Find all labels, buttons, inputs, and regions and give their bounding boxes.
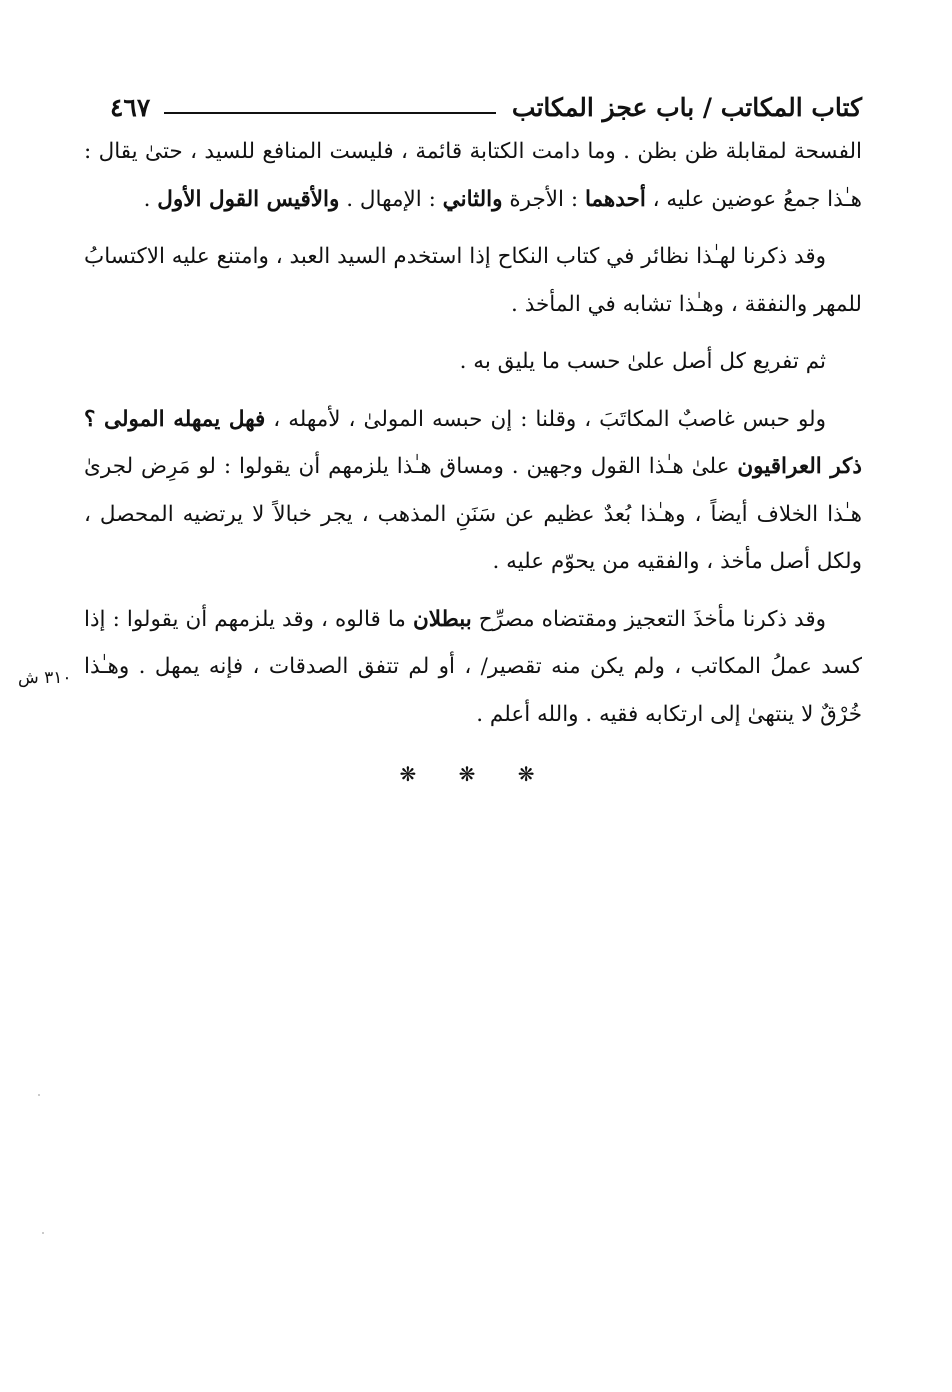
header-rule bbox=[164, 112, 496, 114]
paragraph-1 bbox=[84, 128, 862, 223]
running-header bbox=[110, 82, 862, 122]
p4-text-2: علىٰ هـٰذا القول وجهين . ومساق هـٰذا يلزمهم أن يقولوا : لو مَرِض لجرىٰ هـٰذا الخلاف أيضاً ، وهـٰذا بُعدٌ عظيم عن سَنَنِ المذهب ، يجر خبالاً لا يرتضيه المحصل ، ولكل أصل مأخذ ، والفقيه من يحوّم عليه . bbox=[84, 454, 862, 574]
p4-bold-1: فهل يمهله المولى ؟ ذكر العراقيون bbox=[84, 406, 862, 479]
body-text bbox=[84, 128, 862, 748]
p1-text-2: : الأجرة bbox=[502, 186, 585, 212]
p1-bold-3: والأقيس القول الأول bbox=[157, 186, 340, 212]
header-title: كتاب المكاتب / باب عجز المكاتب bbox=[511, 93, 862, 122]
p4-text-1: ولو حبس غاصبٌ المكاتَبَ ، وقلنا : إن حبسه المولىٰ ، لأمهله ، bbox=[265, 406, 826, 432]
scan-speck bbox=[38, 1094, 40, 1096]
p1-bold-1: أحدهما bbox=[584, 186, 646, 212]
paragraph-4 bbox=[84, 396, 862, 586]
p1-text-4: . bbox=[143, 186, 158, 212]
paragraph-3: ثم تفريع كل أصل علىٰ حسب ما يليق به . bbox=[459, 349, 826, 374]
p1-bold-2: والثاني bbox=[442, 186, 503, 212]
section-divider: ❋ ❋ ❋ bbox=[399, 762, 553, 786]
p1-text-3: : الإمهال . bbox=[339, 186, 443, 212]
p5-text-1: وقد ذكرنا مأخذَ التعجيز ومقتضاه مصرِّح bbox=[471, 606, 826, 632]
paragraph-2: وقد ذكرنا لهـٰذا نظائر في كتاب النكاح إذا استخدم السيد العبد ، وامتنع عليه الاكتسابُ للمهر والنفقة ، وهـٰذا تشابه في المأخذ . bbox=[84, 244, 862, 317]
scan-speck bbox=[42, 1232, 44, 1234]
p1-text-1: الفسحة لمقابلة ظن بظن . وما دامت الكتابة قائمة ، فليست المنافع للسيد ، حتىٰ يقال : هـٰذا جمعُ عوضين عليه ، bbox=[84, 139, 862, 212]
page-number: ٤٦٧ bbox=[110, 93, 151, 122]
paragraph-5 bbox=[84, 596, 862, 739]
manuscript-margin-note: ٣١٠ ش bbox=[18, 668, 72, 688]
p5-text-2: ما قالوه ، وقد يلزمهم أن يقولوا : إذا كسد عملُ المكاتب ، ولم يكن منه تقصير/ ، أو لم تتفق الصدقات ، فإنه يمهل . وهـٰذا خُرْقٌ لا ينتهىٰ إلى ارتكابه فقيه . والله أعلم . bbox=[84, 606, 862, 727]
p5-bold-1: ببطلان bbox=[412, 606, 472, 632]
